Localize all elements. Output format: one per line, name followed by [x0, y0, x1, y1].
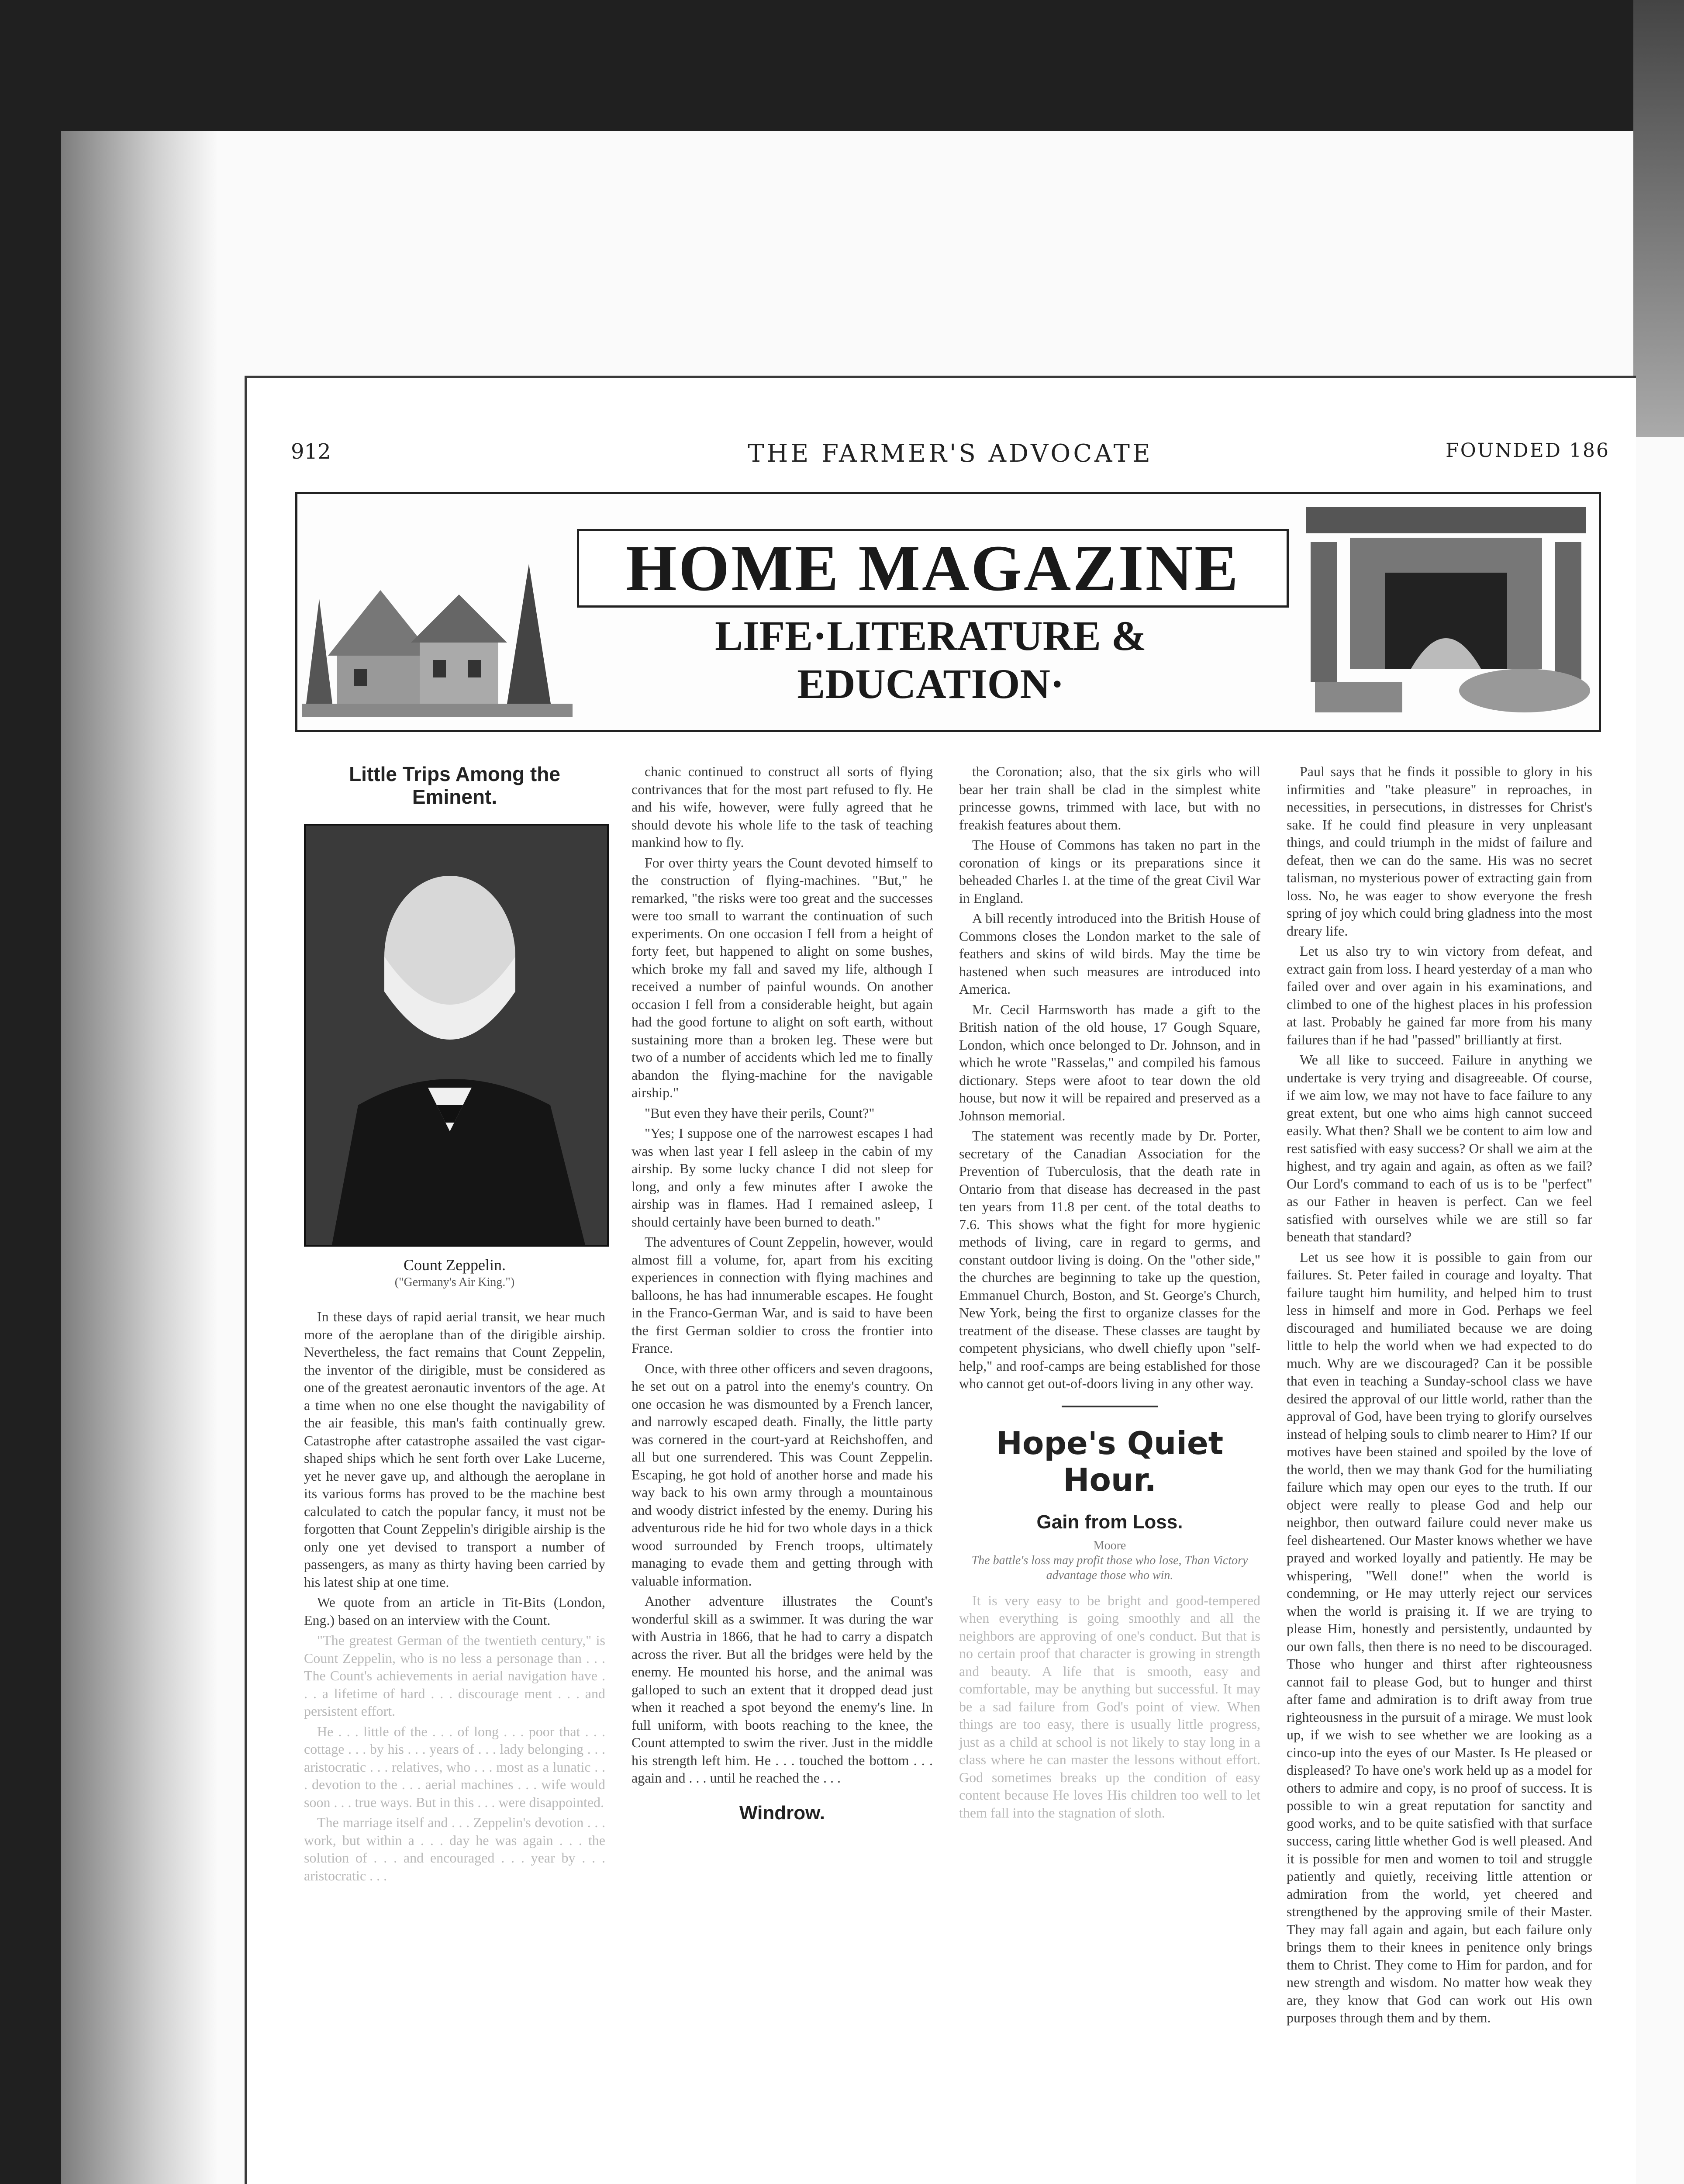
page-number: 912: [291, 439, 331, 464]
masthead-title: HOME MAGAZINE: [625, 532, 1240, 605]
home-magazine-masthead: [295, 492, 1601, 732]
article-paragraph: We quote from an article in Tit-Bits (London, Eng.) based on an interview with the Count.: [304, 1594, 605, 1628]
article-paragraph: "Yes; I suppose one of the narrowest escapes I had was when last year I fell asleep in the cabin of my airship. By some lucky chance I did not sleep for long, and only a few minutes after I awoke the airship was in flames. Had I remained asleep, I should certainly have been burned to death.": [632, 1125, 933, 1230]
article-paragraph: Once, with three other officers and seven dragoons, he set out on a patrol into the enemy's country. On one occasion he was dismounted by a French lancer, and narrowly escaped death. Finally, the little party was cornered in the court-yard at Reichshoffen, and all but one surrendered. This was Count Zeppelin. Escaping, he got hold of another horse and made his way back to his own army through a mountainous and woody district infested by the enemy. During his adventurous ride he hid for two whole days in a thick wood surrounded by French troops, ultimately managing to evade them and getting through with valuable information.: [632, 1360, 933, 1589]
article-paragraph: The adventures of Count Zeppelin, however, would almost fill a volume, for, apart from his exciting experiences in connection with flying machines and balloons, he has had innumerable escapes. He fought in the Franco-German War, and is said to have been the first German soldier to cross the frontier into France.: [632, 1234, 933, 1356]
news-paragraph: the Coronation; also, that the six girls who will bear her train shall be clad in the simplest white princesse gowns, trimmed with lace, but with no freakish features about them.: [959, 764, 1260, 833]
article-paragraph: The marriage itself and . . . Zeppelin's devotion . . . work, but within a . . . day he was again . . . the solution of . . . and encouraged . . . year by . . . aristocratic . . .: [304, 1814, 605, 1883]
section-divider: [1062, 1406, 1158, 1407]
scan-edge-strip: [1633, 0, 1684, 437]
little-trips-heading: Little Trips Among the Eminent.: [349, 763, 560, 808]
farmhouse-illustration-icon: [302, 511, 573, 717]
masthead-subtitle: [647, 612, 1215, 708]
scan-shadow: [61, 131, 218, 2184]
news-paragraph: A bill recently introduced into the British House of Commons closes the London market to the sale of feathers and skins of wild birds. May the time be hastened when such measures are introduced into America.: [959, 910, 1260, 997]
masthead-subtitle-line1: LIFE·LITERATURE &: [715, 612, 1146, 659]
column-1: [304, 763, 605, 1887]
article-paragraph: He . . . little of the . . . of long . . . poor that . . . cottage . . . by his . . . years of . . . lady belonging . . . aristocratic . . . relatives, who . . . most as a lunatic . . . devotion to the . . . aerial machines . . . wife would soon . . . true ways. But in this . . . were disappointed.: [304, 1723, 605, 1810]
count-zeppelin-portrait: [304, 824, 609, 1247]
sermon-paragraph: We all like to succeed. Failure in anything we undertake is very trying and disagreeable. Of course, if we aim low, we may not have to face failure to any great extent, but one who aims high cannot succeed easily. What then? Shall we be content to aim low and rest satisfied with easy success? Or shall we aim at the highest, and try again and again, as often as we fail? Our Lord's command to each of us is to be "perfect" as our Father in heaven is perfect. Can we feel satisfied with ourselves while we are still so far beneath that standard?: [1287, 1052, 1592, 1244]
page-header: [291, 439, 1610, 474]
fireplace-illustration-icon: [1298, 498, 1594, 721]
sermon-paragraph: Let us also try to win victory from defeat, and extract gain from loss. I heard yesterday of a man who failed over and over again in his examinations, and climbed to one of the highest places in his profession at last. Probably he gained far more from his many failures than if he had "passed" brilliantly at first.: [1287, 943, 1592, 1047]
verse-text: The battle's loss may profit those who lose, Than Victory advantage those who win.: [971, 1553, 1248, 1582]
masthead-title-banner: [577, 529, 1289, 608]
article-paragraph: "The greatest German of the twentieth century," is Count Zeppelin, who is no less a personage than . . . The Count's achievements in aerial navigation have . . . a lifetime of hard . . . discourage ment . . . and persistent effort.: [304, 1632, 605, 1719]
gain-from-loss-heading: Gain from Loss.: [1036, 1511, 1183, 1533]
article-paragraph: For over thirty years the Count devoted himself to the construction of flying-machines. "But," he remarked, "the risks were too great and the successes were too small to warrant the continuation of such experiments. On one occasion I fell from a height of forty feet, but happened to alight on some bushes, which broke my fall and saved my life, although I received a number of painful wounds. On another occasion I fell from a considerable height, but again had the good fortune to alight on soft earth, without sustaining more than a broken leg. These were but two of a number of accidents which led me to finally abandon the flying-machine for the navigable airship.": [632, 854, 933, 1100]
news-paragraph: The House of Commons has taken no part in the coronation of kings or its preparations since it beheaded Charles I. at the time of the great Civil War in England.: [959, 837, 1260, 906]
sermon-paragraph: Paul says that he finds it possible to glory in his infirmities and "take pleasure" in reproaches, in necessities, in persecutions, in distresses for Christ's sake. If he could find pleasure in very unpleasant things, and could triumph in the midst of failure and defeat, then we can do the same. His was no secret talisman, no mysterious power of extracting gain from loss. No, he was eager to show everyone the fresh spring of joy which could bring gladness into the most dreary life.: [1287, 764, 1592, 939]
portrait-photo-icon: [306, 826, 607, 1245]
founded-note: FOUNDED 186: [1446, 439, 1610, 462]
newspaper-page: [245, 376, 1636, 2184]
publication-title: THE FARMER'S ADVOCATE: [748, 439, 1153, 468]
news-paragraph: Mr. Cecil Harmsworth has made a gift to the British nation of the old house, 17 Gough Square, London, which once belonged to Dr. Johnson, and in which he wrote "Rasselas," and compiled his famous dictionary. Steps were afoot to tear down the old house, but now it will be repaired and preserved as a Johnson memorial.: [959, 1001, 1260, 1123]
article-paragraph: Another adventure illustrates the Count's wonderful skill as a swimmer. It was during the war with Austria in 1866, that he had to carry a dispatch across the river. But all the bridges were held by the enemy. He mounted his horse, and the animal was galloped to such an extent that it dropped dead just when it reached a spot beyond the enemy's line. In full uniform, with boots reaching to the knee, the Count attempted to swim the river. Just in the middle his strength left him. He . . . touched the bottom . . . again and . . . until he reached the . . .: [632, 1593, 933, 1786]
column-2: [632, 763, 933, 1831]
column-4: [1287, 763, 1592, 2029]
article-paragraph: In these days of rapid aerial transit, we hear much more of the aeroplane than of the dirigible airship. Nevertheless, the fact remains that Count Zeppelin, the inventor of the dirigible, must be considered as one of the greatest aeronautic inventors of the age. At a time when no one else thought the navigability of the air feasible, this man's faith continually grew. Catastrophe after catastrophe assailed the vast cigar-shaped ships which he sent forth over Lake Lucerne, yet he never gave up, and although the aeroplane in its various forms has proved to be the machine best calculated to catch the popular fancy, it must not be forgotten that Count Zeppelin's dirigible airship is the only one yet devised to transport a number of passengers, as many as thirty having been carried by his latest ship at one time.: [304, 1309, 605, 1590]
windrow-heading: Windrow.: [739, 1802, 825, 1824]
portrait-caption-subtitle: ("Germany's Air King."): [394, 1275, 515, 1289]
news-paragraph: The statement was recently made by Dr. Porter, secretary of the Canadian Association for the Prevention of Tuberculosis, that the death rate in Ontario from that disease has decreased in the past ten years from 11.8 per cent. of the total deaths to 7.6. This shows what the fight for more hygienic methods of living, care in regard to germs, and constant outdoor living is doing. On the "other side," the churches are beginning to take up the question, Emmanuel Church, Boston, and St. George's Church, New York, being the first to organize classes for the treatment of the disease. These classes are taught by competent physicians, who dwell chiefly upon "self-help," and roof-camps are being established for those who cannot get out-of-doors living in any other way.: [959, 1128, 1260, 1391]
article-paragraph: chanic continued to construct all sorts of flying contrivances that for the most part refused to fly. He and his wife, however, were fully agreed that he should devote his whole life to the task of teaching mankind how to fly.: [632, 764, 933, 850]
masthead-subtitle-line2: EDUCATION·: [797, 660, 1064, 707]
sermon-paragraph: It is very easy to be bright and good-tempered when everything is going smoothly and all the neighbors are approving of one's conduct. But that is no certain proof that character is growing in strength and beauty. A life that is smooth, easy and comfortable, may be anything but successful. It may be a sad failure from God's point of view. When things are too easy, there is usually little progress, just as a child at school is not likely to stay long in a class where he can master the lessons without effort. God sometimes breaks up the condition of easy content because He loves His children too well to let them fall into the stagnation of sloth.: [959, 1592, 1260, 1821]
portrait-caption: Count Zeppelin.: [404, 1256, 506, 1274]
sermon-paragraph: Let us see how it is possible to gain from our failures. St. Peter failed in courage and loyalty. That failure taught him humility, and helped him to trust less in himself and more in God. Perhaps we feel discouraged and humiliated because we are doing little to help the world when we had expected to do much. Why are we discouraged? Can it be possible that even in teaching a Sunday-school class we have desired the approval of our little world, rather than the approval of God, have been trying to glorify ourselves instead of helping souls to climb nearer to Him? If our motives have been stained and spoiled by the love of the world, then we may thank God for the humiliating failure which may open our eyes to the truth. If our object were really to please God and help our neighbor, then outward failure could never make us feel disheartened. Our Master knows whether we have prayed and worked loyally and patiently. He may be whispering, "Well done!" when the world is condemning, or He may utterly reject our services when the world is praising it. If we are trying to please Him, honestly and persistently, undaunted by our own falls, then there is no need to be discouraged. Those who hunger and thirst after righteousness cannot fail to please God, but to hunger and thirst after fame and admiration is to drift away from true righteousness in the pursuit of a mirage. We must look up, if we wish to see whether we are looking as a cinco-up into the eyes of our Master. Is He pleased or displeased? To have one's work held up as a model for others to admire and copy, is no proof of success. It is possible to win a great reputation for sanctity and good works, and to be quite satisfied with that surface success, caring little whether God is well pleased. And it is possible for men and women to toil and struggle patiently and quietly, receiving little attention or admiration from the world, yet cheered and strengthened by the approving smile of their Master. They may fall again and again, but each failure only brings them to their knees in penitence only brings them to Christ. They come to Him for pardon, and for new strength and wisdom. No matter how weak they are, they know that God can work out His own purposes through them and by them.: [1287, 1249, 1592, 2025]
hopes-quiet-hour-heading: Hope's Quiet Hour.: [996, 1424, 1224, 1498]
verse-attribution: Moore: [1093, 1538, 1126, 1552]
article-paragraph: "But even they have their perils, Count?": [645, 1105, 875, 1121]
column-3: [959, 763, 1260, 1824]
